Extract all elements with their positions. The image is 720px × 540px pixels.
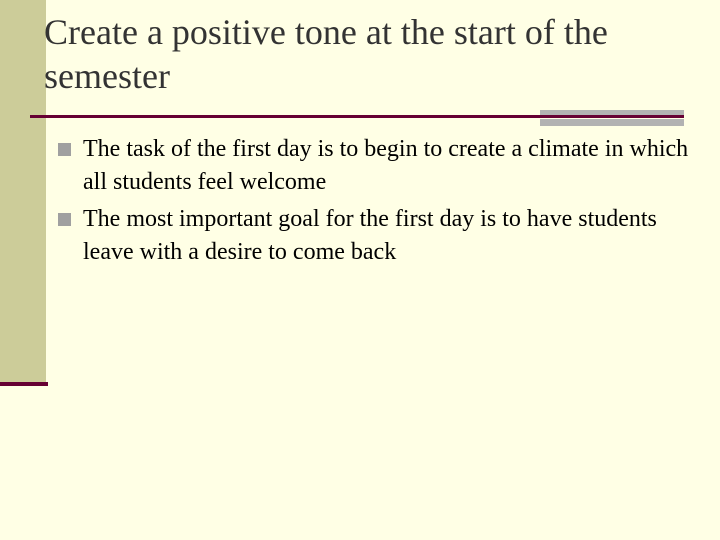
slide-title: Create a positive tone at the start of the semester — [44, 12, 608, 96]
square-bullet-icon — [58, 213, 71, 226]
bullet-list — [58, 133, 698, 273]
bullet-text: The most important goal for the first day is to have students leave with a desire to come back — [83, 206, 657, 265]
title-rule — [30, 115, 684, 118]
bullet-item — [58, 133, 698, 199]
left-sidebar-band — [0, 0, 46, 382]
left-sidebar-foot-line — [0, 382, 48, 386]
bullet-item — [58, 203, 698, 269]
bullet-text: The task of the first day is to begin to create a climate in which all students feel welcome — [83, 136, 689, 195]
title-rule-accent-lower — [540, 119, 684, 126]
square-bullet-icon — [58, 143, 71, 156]
